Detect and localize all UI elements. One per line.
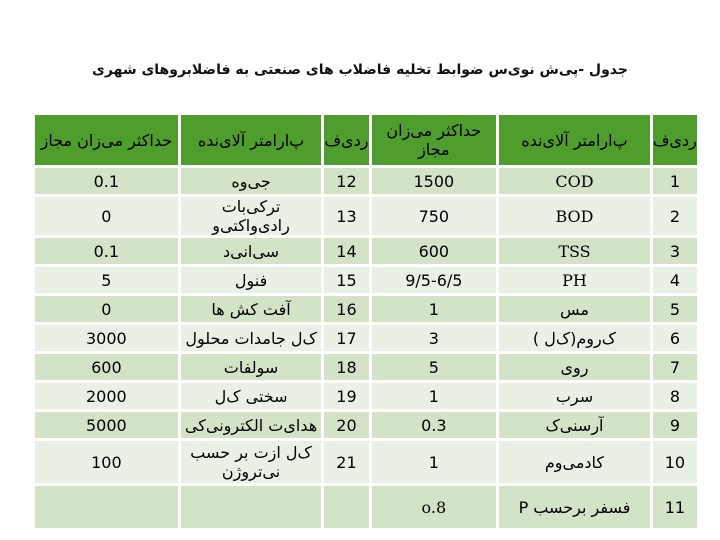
max-value: 1: [372, 383, 497, 409]
table-row: [35, 441, 697, 483]
pollutant-name: ک‌ل جامدات محلول: [181, 325, 322, 351]
row-number: 7: [653, 354, 697, 380]
max-value: 0.3: [372, 412, 497, 438]
table-row: [35, 486, 697, 528]
max-value: 600: [372, 238, 497, 264]
header-pollutant-2: پ‌ارامتر آلای‌نده: [181, 115, 322, 165]
header-row-number-2: ردی‌ف: [324, 115, 368, 165]
pollutant-name: TSS: [499, 238, 650, 264]
table-header-row: [35, 115, 697, 165]
table-row: [35, 296, 697, 322]
table-row: [35, 238, 697, 264]
max-value: 3: [372, 325, 497, 351]
pollutant-name: فسفر برحسب P: [499, 486, 650, 528]
table-row: [35, 325, 697, 351]
header-row-number: ردی‌ف: [653, 115, 697, 165]
max-value: [35, 486, 178, 528]
header-max-allowed: حداکثر می‌زان مجاز: [372, 115, 497, 165]
max-value: 1500: [372, 168, 497, 194]
pollutant-name: آفت کش ها: [181, 296, 322, 322]
row-number: 5: [653, 296, 697, 322]
row-number: 19: [324, 383, 368, 409]
row-number: 10: [653, 441, 697, 483]
pollutant-name: COD: [499, 168, 650, 194]
row-number: 11: [653, 486, 697, 528]
table-row: [35, 354, 697, 380]
pollutant-name: سرب: [499, 383, 650, 409]
max-value: 750: [372, 197, 497, 235]
max-value: 0: [35, 197, 178, 235]
table-row: [35, 197, 697, 235]
row-number: 20: [324, 412, 368, 438]
row-number: [324, 486, 368, 528]
max-value: 5: [35, 267, 178, 293]
row-number: 9: [653, 412, 697, 438]
pollutant-name: آرسنی‌ک: [499, 412, 650, 438]
row-number: 6: [653, 325, 697, 351]
pollutant-name: روی: [499, 354, 650, 380]
row-number: 1: [653, 168, 697, 194]
page-title: جدول -پی‌ش نوی‌س ضوابط تخلیه فاضلاب های صنعتی به فاضلابروهای شهری: [92, 62, 628, 78]
max-value: 5: [372, 354, 497, 380]
pollutant-name: جی‌وه: [181, 168, 322, 194]
row-number: 12: [324, 168, 368, 194]
row-number: 16: [324, 296, 368, 322]
row-number: 3: [653, 238, 697, 264]
pollutant-name: فنول: [181, 267, 322, 293]
max-value: 100: [35, 441, 178, 483]
pollutant-name: BOD: [499, 197, 650, 235]
max-value: 2000: [35, 383, 178, 409]
table-row: [35, 168, 697, 194]
pollutant-name: سی‌انی‌د: [181, 238, 322, 264]
table-row: [35, 383, 697, 409]
row-number: 13: [324, 197, 368, 235]
max-value: 0: [35, 296, 178, 322]
table-row: [35, 412, 697, 438]
row-number: 17: [324, 325, 368, 351]
max-value: 1: [372, 441, 497, 483]
pollutant-name: سختی ک‌ل: [181, 383, 322, 409]
pollutant-name: سولفات: [181, 354, 322, 380]
pollutant-name: کادمی‌وم: [499, 441, 650, 483]
max-value: 3000: [35, 325, 178, 351]
max-value: o.8: [372, 486, 497, 528]
row-number: 14: [324, 238, 368, 264]
pollutant-name: [181, 486, 322, 528]
row-number: 4: [653, 267, 697, 293]
row-number: 21: [324, 441, 368, 483]
row-number: 8: [653, 383, 697, 409]
pollutant-name: مس: [499, 296, 650, 322]
table-row: [35, 267, 697, 293]
max-value: 5000: [35, 412, 178, 438]
row-number: 2: [653, 197, 697, 235]
pollutant-name: PH: [499, 267, 650, 293]
max-value: 0.1: [35, 168, 178, 194]
pollutant-name: ک‌ل ازت بر حسب نی‌تروژن: [181, 441, 322, 483]
pollutant-name: ک‌روم(ک‌ل ): [499, 325, 650, 351]
header-pollutant: پ‌ارامتر آلای‌نده: [499, 115, 650, 165]
row-number: 18: [324, 354, 368, 380]
header-max-allowed-2: حداکثر می‌زان مجاز: [35, 115, 178, 165]
pollutant-name: ترکی‌بات رادی‌واکتی‌و: [181, 197, 322, 235]
max-value: 1: [372, 296, 497, 322]
max-value: 9/5-6/5: [372, 267, 497, 293]
row-number: 15: [324, 267, 368, 293]
max-value: 600: [35, 354, 178, 380]
max-value: 0.1: [35, 238, 178, 264]
standards-table: [32, 112, 700, 531]
pollutant-name: هدای‌ت الکترونی‌کی: [181, 412, 322, 438]
